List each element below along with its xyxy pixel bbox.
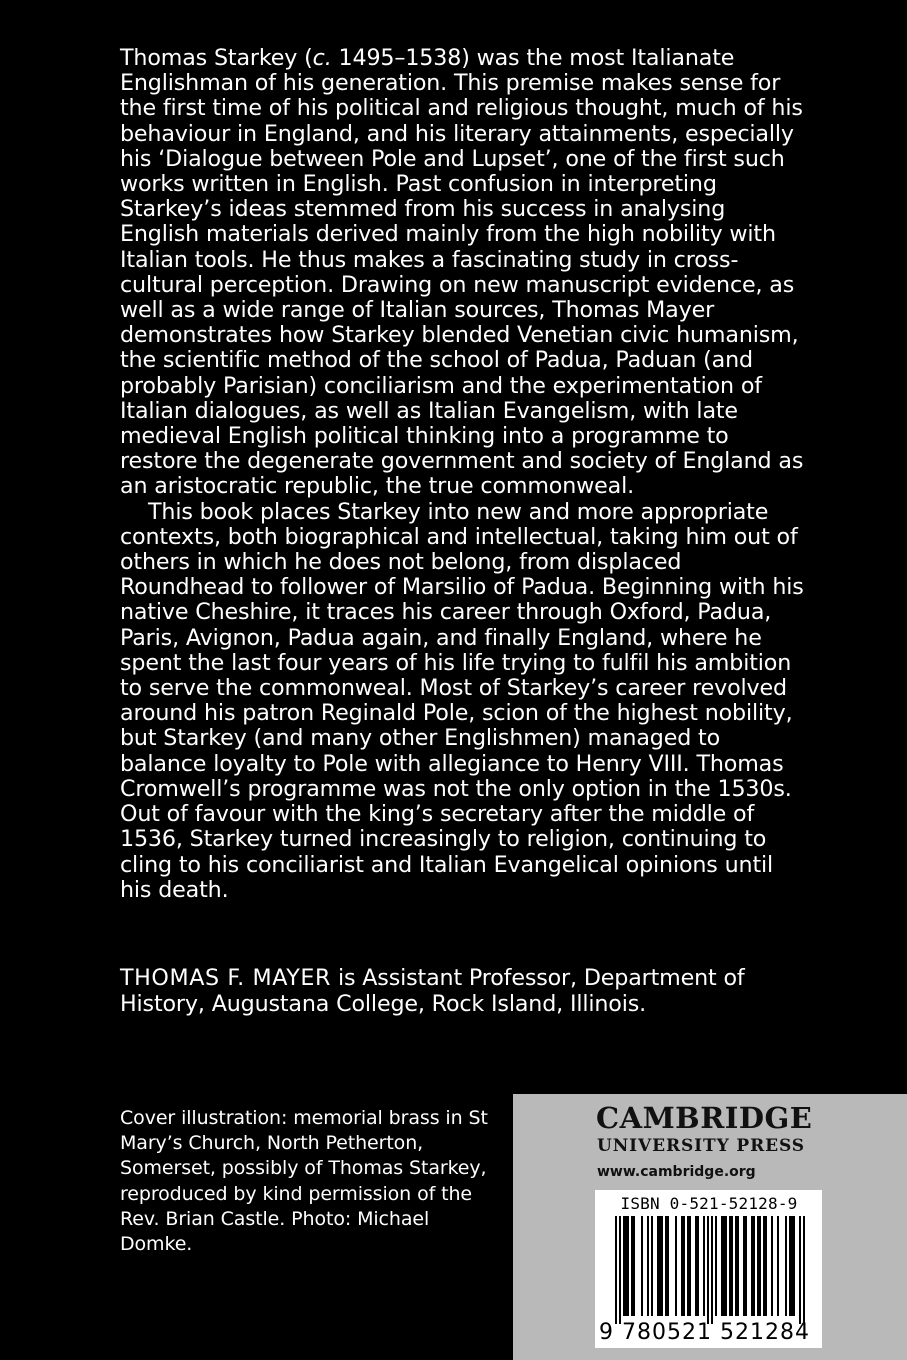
barcode-bar [777, 1216, 779, 1316]
blurb-paragraph-2: This book places Starkey into new and more appropriate contexts, both biographical and intellectual, taking him out of others in which he does not belong, from displaced Roundhead to follower of Marsilio of Padua. Beginning with his native Cheshire, it traces his career through Oxford, Padua, Paris, Avignon, Padua again, and finally England, where he spent the last four years of his life trying to fulfil his ambition to serve the commonweal. Most of Starkey’s career revolved around his patron Reginald Pole, scion of the highest nobility, but Starkey (and many other Englishmen) managed to balance loyalty to Pole with allegiance to Henry VIII. Thomas Cromwell’s programme was not the only option in the 1530s. Out of favour with the king’s secretary after the middle of 1536, Starkey turned increasingly to religion, continuing to cling to his conciliarist and Italian Evangelical opinions until his death. [120, 498, 804, 903]
barcode-bar [753, 1216, 755, 1316]
barcode-bar [657, 1216, 659, 1316]
barcode-bar [723, 1216, 725, 1316]
barcode-bar [791, 1216, 793, 1316]
barcode-bar [623, 1216, 625, 1316]
barcode-bar [689, 1216, 691, 1316]
barcode-bar [683, 1216, 685, 1316]
author-bio [120, 966, 810, 1017]
barcode-bar [695, 1216, 697, 1316]
publisher-url: www.cambridge.org [597, 1164, 756, 1180]
author-name: THOMAS F. MAYER [120, 965, 332, 991]
barcode-bar [659, 1216, 661, 1316]
barcode-bar [731, 1216, 733, 1316]
barcode-bar [729, 1216, 731, 1316]
cover-illustration-credit: Cover illustration: memorial brass in St Mary’s Church, North Petherton, Somerset, possibly of Thomas Starkey, reproduced by kind permission of the Rev. Brian Castle. Photo: Michael Domke. [120, 1107, 488, 1256]
barcode-box [595, 1190, 822, 1348]
barcode-bar [785, 1216, 787, 1316]
back-cover-blurb [120, 46, 810, 903]
barcode-icon [603, 1216, 815, 1324]
barcode-bar [647, 1216, 649, 1316]
barcode-bar [771, 1216, 773, 1316]
blurb-paragraph-1 [120, 46, 810, 500]
barcode-number: 9 780521 521284 [599, 1320, 810, 1345]
barcode-bar [743, 1216, 745, 1316]
barcode-bar [703, 1216, 705, 1316]
barcode-bar [627, 1216, 629, 1316]
blurb-text-rest: 1495–1538) was the most Italianate Englishman of his generation. This premise makes sense for the first time of his political and religious thought, much of his behaviour in England, and his literary attainments, especially his ‘Dialogue between Pole and Lupset’, one of the first such works written in English. Past confusion in interpreting Starkey’s ideas stemmed from his success in analysing English materials derived mainly from the high nobility with Italian tools. He thus makes a fascinating study in cross-cultural perception. Drawing on new manuscript evidence, as well as a wide range of Italian sources, Thomas Mayer demonstrates how Starkey blended Venetian civic humanism, the scientific method of the school of Padua, Paduan (and probably Parisian) conciliarism and the experimentation of Italian dialogues, as well as Italian Evangelism, with late medieval English political thinking into a programme to restore the degenerate government and society of England as an aristocratic republic, the true commonweal. [120, 45, 804, 500]
barcode-bar [665, 1216, 667, 1316]
publisher-subtitle: UNIVERSITY PRESS [597, 1136, 805, 1156]
barcode-bar [715, 1216, 717, 1316]
barcode-bar [619, 1216, 621, 1324]
barcode-bar [789, 1216, 791, 1316]
barcode-bar [765, 1216, 767, 1316]
barcode-bar [759, 1216, 761, 1316]
barcode-bar [763, 1216, 765, 1316]
barcode-bar [745, 1216, 747, 1316]
barcode-bar [675, 1216, 677, 1316]
barcode-bar [757, 1216, 759, 1316]
barcode-bar [631, 1216, 633, 1316]
barcode-bar [737, 1216, 739, 1316]
publisher-panel [513, 1094, 907, 1360]
barcode-bar [615, 1216, 617, 1324]
circa-abbreviation: c. [312, 45, 332, 71]
barcode-bar [751, 1216, 753, 1316]
barcode-bar [799, 1216, 801, 1324]
barcode-bar [667, 1216, 669, 1316]
barcode-bar [707, 1216, 709, 1324]
barcode-bar [735, 1216, 737, 1316]
publisher-name: CAMBRIDGE [596, 1101, 813, 1135]
barcode-bar [711, 1216, 713, 1324]
barcode-bar [725, 1216, 727, 1316]
blurb-text-start: Thomas Starkey ( [120, 45, 313, 71]
barcode-bar [641, 1216, 643, 1316]
isbn-label: ISBN 0-521-52128-9 [620, 1194, 798, 1213]
barcode-bar [687, 1216, 689, 1316]
barcode-bar [651, 1216, 653, 1316]
barcode-bar [721, 1216, 723, 1316]
author-description: is Assistant Professor, Department of History, Augustana College, Rock Island, Illinois. [120, 965, 745, 1017]
barcode-bar [803, 1216, 805, 1324]
barcode-bar [625, 1216, 627, 1316]
barcode-bar [633, 1216, 635, 1316]
barcode-bar [697, 1216, 699, 1316]
barcode-bar [793, 1216, 795, 1316]
barcode-bar [661, 1216, 663, 1316]
barcode-bar [681, 1216, 683, 1316]
